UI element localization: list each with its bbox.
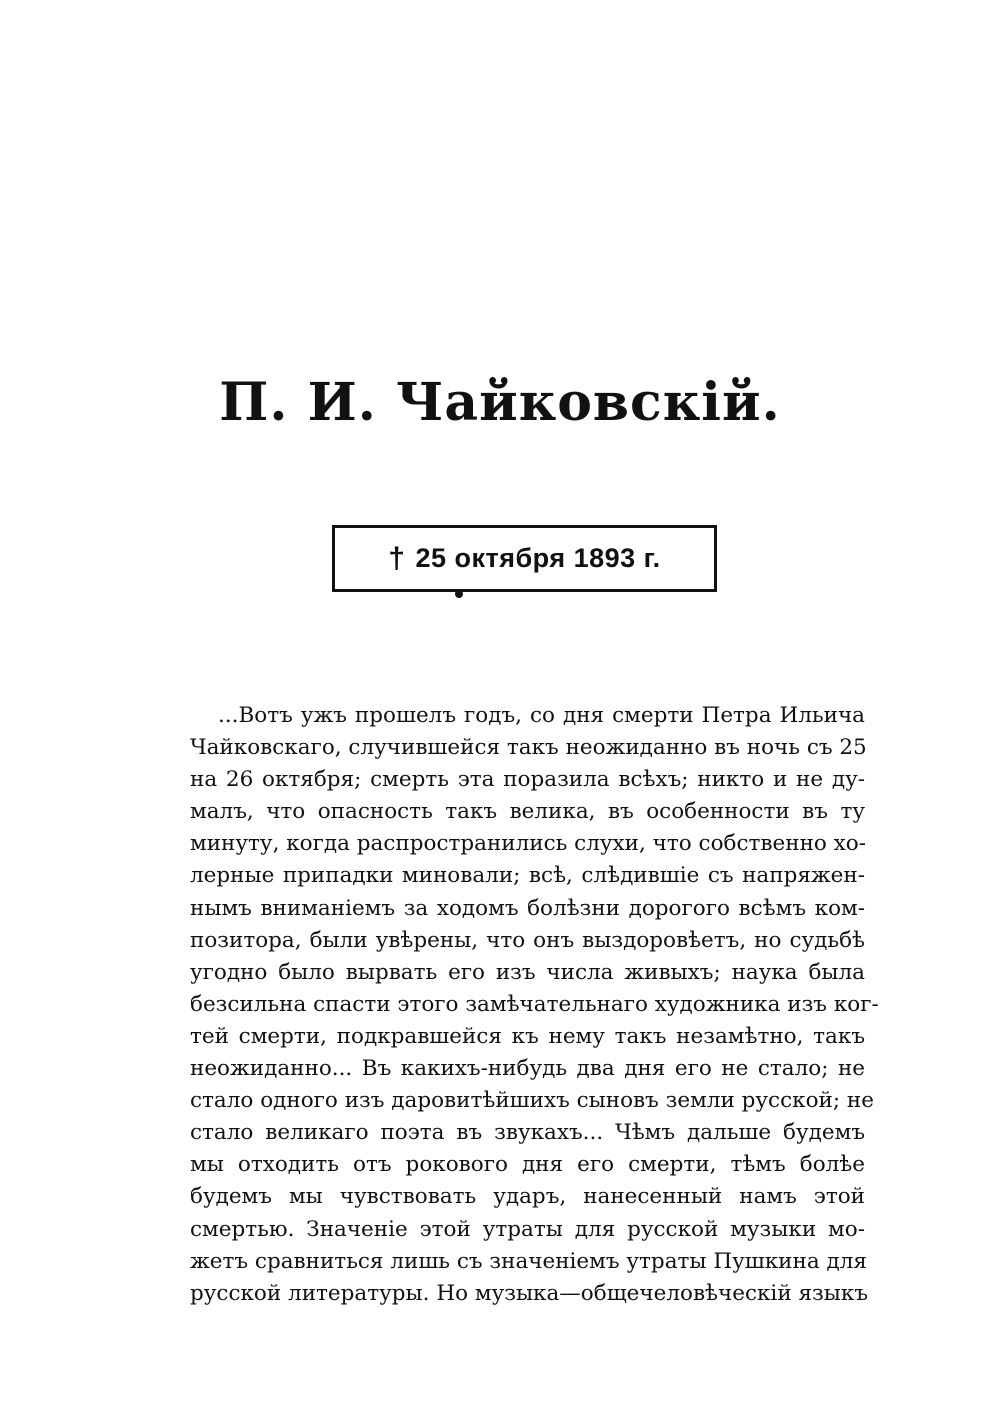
text-line: будемъ мы чувствовать ударъ, нанесенный намъ этой: [190, 1184, 865, 1210]
text-line: неожиданно... Въ какихъ-нибудь два дня его не стало; не: [190, 1056, 865, 1082]
text-line: стало великаго поэта въ звукахъ... Чѣмъ дальше будемъ: [190, 1120, 865, 1146]
page-title: П. И. Чайковскій.: [219, 372, 781, 433]
text-line: безсильна спасти этого замѣчательнаго художника изъ ког-: [190, 991, 879, 1017]
cross-icon: †: [388, 541, 406, 575]
text-line: позитора, были увѣрены, что онъ выздоровѣетъ, но судьбѣ: [190, 927, 865, 953]
death-date: 25 октября 1893 г.: [415, 543, 661, 573]
date-box: [332, 525, 717, 592]
text-line: стало одного изъ даровитѣйшихъ сыновъ земли русской; не: [190, 1088, 874, 1114]
text-line: русской литературы. Но музыка—общечеловѣческій языкъ: [190, 1280, 868, 1306]
body-paragraph: [190, 700, 879, 1310]
text-line: Чайковскаго, случившейся такъ неожиданно въ ночь съ 25: [190, 735, 867, 761]
text-line: тей смерти, подкравшейся къ нему такъ незамѣтно, такъ: [190, 1023, 865, 1049]
text-line: мы отходить отъ рокового дня его смерти, тѣмъ болѣе: [190, 1152, 865, 1178]
text-line: нымъ вниманіемъ за ходомъ болѣзни дорогого всѣмъ ком-: [190, 895, 865, 921]
text-line: лерные припадки миновали; всѣ, слѣдившіе съ напряжен-: [190, 863, 865, 889]
text-line: угодно было вырвать его изъ числа живыхъ; наука была: [190, 959, 865, 985]
ink-dot: [455, 590, 463, 598]
text-line: малъ, что опасность такъ велика, въ особенности въ ту: [190, 799, 865, 825]
text-line: на 26 октября; смерть эта поразила всѣхъ; никто и не ду-: [190, 767, 865, 793]
text-line: смертью. Значеніе этой утраты для русской музыки мо-: [190, 1216, 865, 1242]
text-line: жетъ сравниться лишь съ значеніемъ утраты Пушкина для: [190, 1248, 867, 1274]
text-line: минуту, когда распространились слухи, что собственно хо-: [190, 831, 867, 857]
text-line: ...Вотъ ужъ прошелъ годъ, со дня смерти Петра Ильича: [218, 703, 865, 728]
